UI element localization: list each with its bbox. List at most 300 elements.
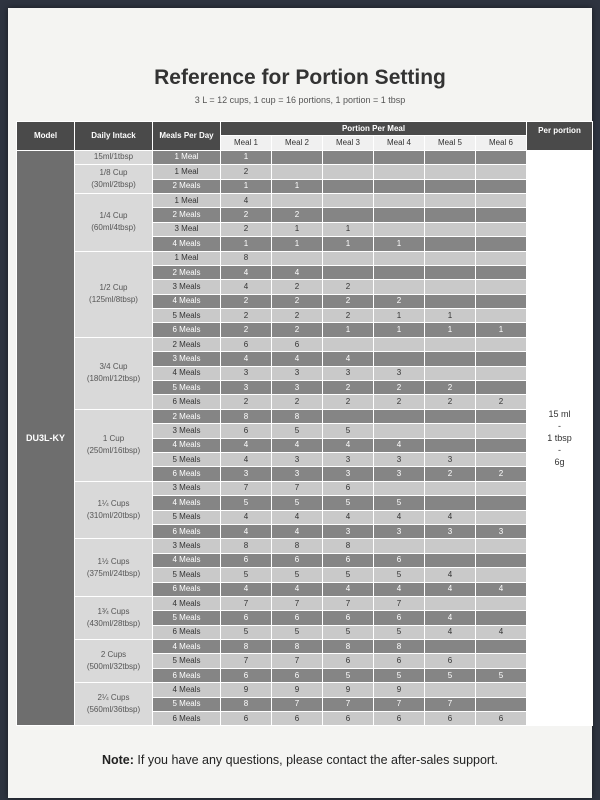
portion-cell-meal-4: 6	[374, 553, 425, 567]
portion-cell-meal-3: 1	[323, 237, 374, 251]
portion-cell-meal-5	[425, 596, 476, 610]
portion-cell-meal-5	[425, 481, 476, 495]
portion-cell-meal-2: 4	[272, 352, 323, 366]
portion-cell-meal-4: 1	[374, 237, 425, 251]
daily-intake-line: 15ml/1tbsp	[93, 152, 134, 162]
portion-cell-meal-1: 6	[221, 712, 272, 726]
header-meal-3: Meal 3	[323, 136, 374, 150]
portion-cell-meal-1: 1	[221, 179, 272, 193]
portion-cell-meal-1: 2	[221, 309, 272, 323]
meals-per-day-cell: 6 Meals	[153, 712, 221, 726]
portion-cell-meal-5	[425, 265, 476, 279]
header-meal-4: Meal 4	[374, 136, 425, 150]
portion-cell-meal-1: 2	[221, 222, 272, 236]
portion-cell-meal-1: 2	[221, 165, 272, 179]
portion-cell-meal-6	[476, 697, 527, 711]
portion-cell-meal-3: 3	[323, 524, 374, 538]
portion-cell-meal-5	[425, 294, 476, 308]
portion-cell-meal-4: 4	[374, 438, 425, 452]
portion-cell-meal-1: 5	[221, 568, 272, 582]
daily-intake-line: 1/4 Cup	[99, 211, 128, 221]
per-portion-cell	[527, 150, 593, 726]
portion-cell-meal-2: 6	[272, 337, 323, 351]
portion-cell-meal-2: 1	[272, 179, 323, 193]
daily-intake-line: 1 Cup	[102, 434, 125, 444]
portion-cell-meal-6: 4	[476, 582, 527, 596]
portion-cell-meal-4	[374, 150, 425, 164]
note	[8, 753, 592, 767]
portion-cell-meal-2: 1	[272, 237, 323, 251]
portion-cell-meal-3	[323, 165, 374, 179]
portion-cell-meal-1: 4	[221, 193, 272, 207]
portion-cell-meal-5	[425, 222, 476, 236]
portion-cell-meal-3: 2	[323, 381, 374, 395]
portion-cell-meal-3: 2	[323, 294, 374, 308]
portion-cell-meal-5: 7	[425, 697, 476, 711]
portion-cell-meal-2: 7	[272, 481, 323, 495]
portion-cell-meal-2: 7	[272, 596, 323, 610]
portion-cell-meal-2: 4	[272, 438, 323, 452]
portion-cell-meal-5: 6	[425, 654, 476, 668]
portion-cell-meal-3: 8	[323, 640, 374, 654]
portion-cell-meal-2: 8	[272, 640, 323, 654]
portion-cell-meal-1: 2	[221, 208, 272, 222]
header-daily-intake: Daily Intack	[75, 122, 153, 151]
portion-cell-meal-3: 2	[323, 280, 374, 294]
portion-cell-meal-5	[425, 683, 476, 697]
daily-intake-line: 1/8 Cup	[99, 168, 128, 178]
portion-cell-meal-6	[476, 179, 527, 193]
header-meal-2: Meal 2	[272, 136, 323, 150]
portion-cell-meal-2: 2	[272, 294, 323, 308]
meals-per-day-cell: 3 Meal	[153, 222, 221, 236]
header-meal-5: Meal 5	[425, 136, 476, 150]
portion-cell-meal-1: 3	[221, 381, 272, 395]
portion-cell-meal-2: 6	[272, 712, 323, 726]
meals-per-day-cell: 6 Meals	[153, 625, 221, 639]
portion-cell-meal-3: 6	[323, 481, 374, 495]
header-meals-per-day: Meals Per Day	[153, 122, 221, 151]
portion-cell-meal-6	[476, 222, 527, 236]
portion-cell-meal-4: 9	[374, 683, 425, 697]
portion-cell-meal-2: 1	[272, 222, 323, 236]
meals-per-day-cell: 6 Meals	[153, 395, 221, 409]
meals-per-day-cell: 2 Meals	[153, 337, 221, 351]
portion-cell-meal-3	[323, 193, 374, 207]
portion-cell-meal-3: 4	[323, 510, 374, 524]
portion-cell-meal-2: 9	[272, 683, 323, 697]
portion-cell-meal-6	[476, 237, 527, 251]
portion-cell-meal-6	[476, 496, 527, 510]
daily-intake-line: (500ml/32tbsp)	[86, 662, 141, 672]
portion-cell-meal-6	[476, 683, 527, 697]
daily-intake-line: 1¾ Cups	[97, 606, 130, 616]
portion-cell-meal-6	[476, 193, 527, 207]
instruction-sheet	[8, 8, 592, 798]
meals-per-day-cell: 5 Meals	[153, 510, 221, 524]
portion-cell-meal-5: 2	[425, 381, 476, 395]
portion-cell-meal-3: 7	[323, 697, 374, 711]
daily-intake-line: (375ml/24tbsp)	[86, 568, 141, 578]
portion-cell-meal-5	[425, 237, 476, 251]
meals-per-day-cell: 3 Meals	[153, 424, 221, 438]
portion-cell-meal-3	[323, 179, 374, 193]
portion-cell-meal-5	[425, 251, 476, 265]
table-row	[17, 539, 593, 553]
table-row	[17, 409, 593, 423]
portion-cell-meal-3: 5	[323, 668, 374, 682]
portion-cell-meal-5	[425, 640, 476, 654]
portion-cell-meal-3	[323, 208, 374, 222]
portion-cell-meal-3: 1	[323, 323, 374, 337]
portion-cell-meal-3: 5	[323, 625, 374, 639]
meals-per-day-cell: 6 Meals	[153, 524, 221, 538]
portion-cell-meal-5: 5	[425, 668, 476, 682]
daily-intake-cell	[75, 193, 153, 251]
portion-cell-meal-3: 3	[323, 452, 374, 466]
portion-cell-meal-1: 6	[221, 611, 272, 625]
portion-cell-meal-6	[476, 640, 527, 654]
portion-cell-meal-6: 1	[476, 323, 527, 337]
daily-intake-line: (30ml/2tbsp)	[91, 180, 136, 190]
portion-cell-meal-3: 2	[323, 395, 374, 409]
portion-cell-meal-6	[476, 568, 527, 582]
portion-cell-meal-6: 2	[476, 467, 527, 481]
portion-cell-meal-5: 1	[425, 323, 476, 337]
portion-cell-meal-5	[425, 366, 476, 380]
daily-intake-cell	[75, 165, 153, 194]
portion-cell-meal-5	[425, 352, 476, 366]
portion-cell-meal-6	[476, 165, 527, 179]
portion-cell-meal-6	[476, 510, 527, 524]
portion-cell-meal-4	[374, 165, 425, 179]
portion-cell-meal-1: 4	[221, 510, 272, 524]
portion-cell-meal-1: 4	[221, 352, 272, 366]
portion-cell-meal-4: 5	[374, 625, 425, 639]
portion-cell-meal-6	[476, 409, 527, 423]
daily-intake-line: (60ml/4tbsp)	[91, 223, 136, 233]
per-portion-line: 15 ml	[548, 409, 571, 420]
daily-intake-line: (180ml/12tbsp)	[86, 374, 141, 384]
portion-cell-meal-1: 8	[221, 697, 272, 711]
daily-intake-cell	[75, 596, 153, 639]
portion-cell-meal-6	[476, 294, 527, 308]
portion-cell-meal-4: 6	[374, 611, 425, 625]
portion-cell-meal-1: 1	[221, 237, 272, 251]
portion-cell-meal-1: 4	[221, 452, 272, 466]
portion-cell-meal-3	[323, 150, 374, 164]
daily-intake-cell	[75, 337, 153, 409]
portion-cell-meal-2: 7	[272, 697, 323, 711]
portion-cell-meal-5: 4	[425, 625, 476, 639]
portion-cell-meal-3: 4	[323, 582, 374, 596]
daily-intake-cell	[75, 539, 153, 597]
portion-cell-meal-4	[374, 424, 425, 438]
portion-cell-meal-6: 3	[476, 524, 527, 538]
daily-intake-cell	[75, 150, 153, 164]
portion-cell-meal-3: 3	[323, 366, 374, 380]
table-body	[17, 150, 593, 726]
daily-intake-cell	[75, 481, 153, 539]
daily-intake-line: (250ml/16tbsp)	[86, 446, 141, 456]
portion-cell-meal-4: 3	[374, 452, 425, 466]
portion-cell-meal-2	[272, 150, 323, 164]
portion-cell-meal-6	[476, 553, 527, 567]
portion-cell-meal-4	[374, 222, 425, 236]
meals-per-day-cell: 6 Meals	[153, 467, 221, 481]
portion-cell-meal-4	[374, 265, 425, 279]
portion-cell-meal-3: 6	[323, 712, 374, 726]
portion-cell-meal-2: 8	[272, 409, 323, 423]
meals-per-day-cell: 3 Meals	[153, 280, 221, 294]
portion-cell-meal-1: 6	[221, 424, 272, 438]
meals-per-day-cell: 2 Meals	[153, 409, 221, 423]
portion-cell-meal-6	[476, 150, 527, 164]
daily-intake-line: 3/4 Cup	[99, 362, 128, 372]
portion-cell-meal-1: 8	[221, 640, 272, 654]
portion-cell-meal-2: 5	[272, 568, 323, 582]
portion-cell-meal-5: 4	[425, 582, 476, 596]
portion-cell-meal-3: 5	[323, 496, 374, 510]
meals-per-day-cell: 5 Meals	[153, 697, 221, 711]
per-portion-line: -	[558, 421, 561, 432]
portion-cell-meal-2: 5	[272, 625, 323, 639]
portion-cell-meal-2	[272, 193, 323, 207]
portion-cell-meal-6	[476, 337, 527, 351]
portion-table	[16, 121, 593, 726]
daily-intake-cell	[75, 251, 153, 337]
portion-cell-meal-4: 7	[374, 596, 425, 610]
portion-cell-meal-2: 3	[272, 366, 323, 380]
portion-cell-meal-5: 2	[425, 395, 476, 409]
portion-cell-meal-2	[272, 251, 323, 265]
portion-cell-meal-2: 5	[272, 496, 323, 510]
table-row	[17, 683, 593, 697]
meals-per-day-cell: 4 Meals	[153, 237, 221, 251]
meals-per-day-cell: 4 Meals	[153, 366, 221, 380]
daily-intake-line: (125ml/8tbsp)	[89, 295, 138, 305]
portion-cell-meal-1: 5	[221, 625, 272, 639]
table-row	[17, 337, 593, 351]
meals-per-day-cell: 6 Meals	[153, 668, 221, 682]
header-portion-per-meal: Portion Per Meal	[221, 122, 527, 136]
portion-cell-meal-4: 1	[374, 323, 425, 337]
meals-per-day-cell: 4 Meals	[153, 553, 221, 567]
portion-cell-meal-1: 4	[221, 265, 272, 279]
portion-cell-meal-5: 2	[425, 467, 476, 481]
portion-cell-meal-6	[476, 352, 527, 366]
header-meal-1: Meal 1	[221, 136, 272, 150]
portion-cell-meal-4	[374, 251, 425, 265]
portion-cell-meal-3: 3	[323, 467, 374, 481]
portion-cell-meal-4: 5	[374, 568, 425, 582]
daily-intake-line: 1¼ Cups	[97, 499, 130, 509]
meals-per-day-cell: 5 Meals	[153, 568, 221, 582]
portion-cell-meal-2: 5	[272, 424, 323, 438]
portion-cell-meal-1: 5	[221, 496, 272, 510]
portion-cell-meal-6	[476, 438, 527, 452]
portion-cell-meal-3: 6	[323, 654, 374, 668]
portion-cell-meal-2: 2	[272, 309, 323, 323]
portion-cell-meal-6	[476, 208, 527, 222]
model-cell: DU3L-KY	[17, 150, 75, 726]
portion-cell-meal-5	[425, 179, 476, 193]
page-title: Reference for Portion Setting	[154, 66, 446, 89]
portion-cell-meal-5: 6	[425, 712, 476, 726]
meals-per-day-cell: 1 Meal	[153, 193, 221, 207]
meals-per-day-cell: 4 Meals	[153, 640, 221, 654]
portion-cell-meal-3: 7	[323, 596, 374, 610]
portion-cell-meal-2: 4	[272, 524, 323, 538]
meals-per-day-cell: 4 Meals	[153, 683, 221, 697]
portion-cell-meal-4	[374, 352, 425, 366]
portion-cell-meal-6: 4	[476, 625, 527, 639]
portion-cell-meal-4: 2	[374, 381, 425, 395]
portion-cell-meal-1: 6	[221, 668, 272, 682]
meals-per-day-cell: 1 Meal	[153, 251, 221, 265]
table-row	[17, 596, 593, 610]
portion-cell-meal-6: 2	[476, 395, 527, 409]
portion-cell-meal-3	[323, 265, 374, 279]
portion-cell-meal-2: 3	[272, 381, 323, 395]
portion-cell-meal-1: 7	[221, 596, 272, 610]
page-subtitle: 3 L = 12 cups, 1 cup = 16 portions, 1 portion = 1 tbsp	[194, 95, 406, 105]
table-row	[17, 150, 593, 164]
portion-cell-meal-1: 6	[221, 337, 272, 351]
portion-cell-meal-2: 4	[272, 265, 323, 279]
portion-cell-meal-4	[374, 179, 425, 193]
portion-cell-meal-5: 3	[425, 452, 476, 466]
portion-cell-meal-6: 6	[476, 712, 527, 726]
portion-cell-meal-1: 4	[221, 438, 272, 452]
portion-cell-meal-6	[476, 452, 527, 466]
note-text: If you have any questions, please contact the after-sales support.	[133, 753, 499, 767]
portion-cell-meal-5	[425, 337, 476, 351]
portion-cell-meal-1: 4	[221, 582, 272, 596]
portion-cell-meal-4: 3	[374, 366, 425, 380]
table-row	[17, 640, 593, 654]
portion-cell-meal-2: 2	[272, 395, 323, 409]
portion-cell-meal-2: 8	[272, 539, 323, 553]
daily-intake-line: 1/2 Cup	[99, 283, 128, 293]
portion-cell-meal-4: 2	[374, 294, 425, 308]
portion-cell-meal-3: 4	[323, 438, 374, 452]
portion-cell-meal-5	[425, 438, 476, 452]
meals-per-day-cell: 5 Meals	[153, 452, 221, 466]
portion-cell-meal-2: 2	[272, 280, 323, 294]
portion-cell-meal-1: 6	[221, 553, 272, 567]
meals-per-day-cell: 1 Meal	[153, 150, 221, 164]
meals-per-day-cell: 4 Meals	[153, 438, 221, 452]
portion-cell-meal-4: 3	[374, 524, 425, 538]
daily-intake-cell	[75, 683, 153, 726]
table-row	[17, 481, 593, 495]
daily-intake-cell	[75, 409, 153, 481]
daily-intake-line: 2 Cups	[100, 650, 127, 660]
portion-cell-meal-6	[476, 280, 527, 294]
portion-cell-meal-2: 4	[272, 582, 323, 596]
portion-cell-meal-1: 2	[221, 395, 272, 409]
portion-cell-meal-5	[425, 280, 476, 294]
portion-cell-meal-3: 6	[323, 611, 374, 625]
portion-cell-meal-1: 9	[221, 683, 272, 697]
portion-cell-meal-2: 3	[272, 467, 323, 481]
portion-cell-meal-4: 1	[374, 309, 425, 323]
portion-cell-meal-1: 3	[221, 366, 272, 380]
header-meal-6: Meal 6	[476, 136, 527, 150]
per-portion-line: 1 tbsp	[547, 433, 572, 444]
portion-cell-meal-1: 7	[221, 654, 272, 668]
daily-intake-line: (310ml/20tbsp)	[86, 511, 141, 521]
meals-per-day-cell: 6 Meals	[153, 582, 221, 596]
portion-cell-meal-1: 4	[221, 280, 272, 294]
meals-per-day-cell: 5 Meals	[153, 381, 221, 395]
daily-intake-line: (560ml/36tbsp)	[86, 705, 141, 715]
portion-cell-meal-1: 2	[221, 294, 272, 308]
portion-cell-meal-4	[374, 337, 425, 351]
portion-cell-meal-4: 4	[374, 510, 425, 524]
portion-cell-meal-4	[374, 409, 425, 423]
portion-cell-meal-5	[425, 193, 476, 207]
portion-cell-meal-3: 8	[323, 539, 374, 553]
portion-cell-meal-6	[476, 366, 527, 380]
portion-cell-meal-4: 2	[374, 395, 425, 409]
portion-cell-meal-1: 8	[221, 539, 272, 553]
portion-cell-meal-6	[476, 424, 527, 438]
portion-cell-meal-2	[272, 165, 323, 179]
portion-cell-meal-5: 4	[425, 568, 476, 582]
meals-per-day-cell: 3 Meals	[153, 352, 221, 366]
portion-cell-meal-4: 3	[374, 467, 425, 481]
portion-cell-meal-3: 2	[323, 309, 374, 323]
portion-cell-meal-3: 5	[323, 424, 374, 438]
portion-cell-meal-4: 5	[374, 496, 425, 510]
portion-cell-meal-2: 2	[272, 208, 323, 222]
portion-cell-meal-5	[425, 409, 476, 423]
portion-cell-meal-4: 5	[374, 668, 425, 682]
portion-cell-meal-5: 4	[425, 510, 476, 524]
daily-intake-cell	[75, 640, 153, 683]
portion-cell-meal-2: 6	[272, 553, 323, 567]
portion-cell-meal-4	[374, 193, 425, 207]
portion-cell-meal-2: 2	[272, 323, 323, 337]
meals-per-day-cell: 3 Meals	[153, 539, 221, 553]
portion-cell-meal-4: 6	[374, 654, 425, 668]
portion-cell-meal-6	[476, 654, 527, 668]
portion-cell-meal-3: 4	[323, 352, 374, 366]
portion-cell-meal-2: 6	[272, 611, 323, 625]
portion-cell-meal-3: 5	[323, 568, 374, 582]
portion-cell-meal-3: 1	[323, 222, 374, 236]
portion-cell-meal-3: 6	[323, 553, 374, 567]
portion-cell-meal-4	[374, 481, 425, 495]
portion-cell-meal-2: 3	[272, 452, 323, 466]
portion-cell-meal-2: 7	[272, 654, 323, 668]
meals-per-day-cell: 5 Meals	[153, 611, 221, 625]
portion-cell-meal-3	[323, 251, 374, 265]
portion-cell-meal-4: 4	[374, 582, 425, 596]
portion-cell-meal-1: 1	[221, 150, 272, 164]
portion-cell-meal-5: 4	[425, 611, 476, 625]
daily-intake-line: 1½ Cups	[97, 556, 130, 566]
table-row	[17, 193, 593, 207]
daily-intake-line: 2¼ Cups	[97, 693, 130, 703]
meals-per-day-cell: 2 Meals	[153, 265, 221, 279]
note-label: Note:	[101, 753, 134, 767]
header-per-portion: Per portion	[527, 122, 593, 151]
portion-cell-meal-6	[476, 539, 527, 553]
table-row	[17, 251, 593, 265]
